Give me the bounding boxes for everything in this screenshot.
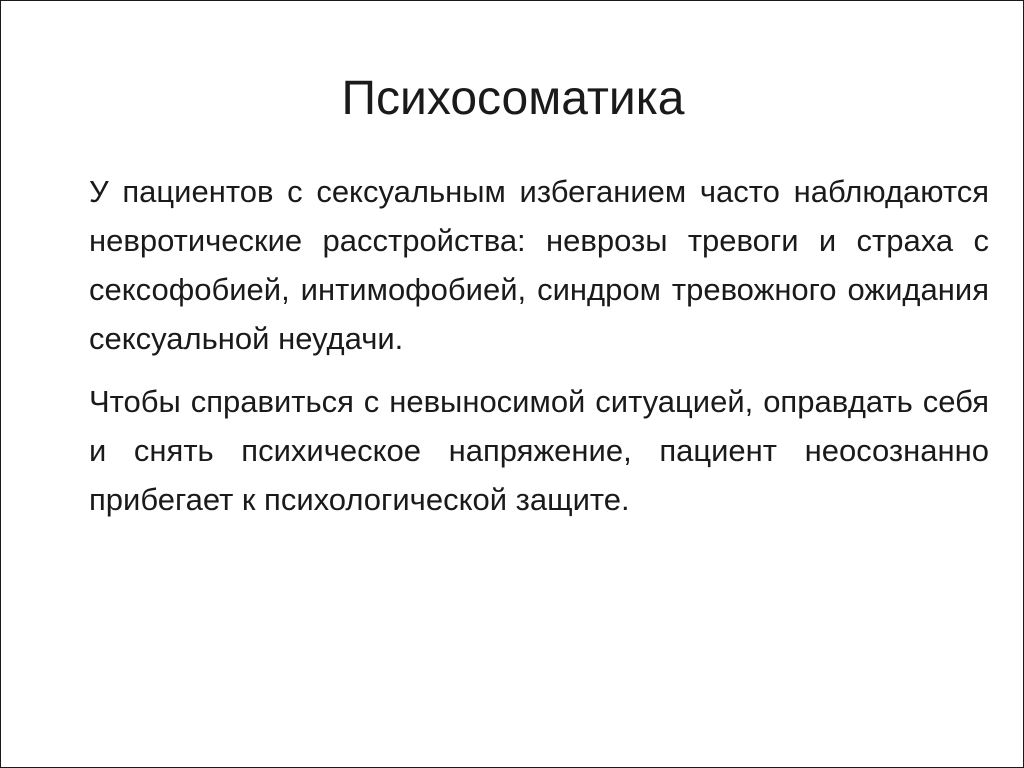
slide-title: Психосоматика bbox=[341, 72, 685, 125]
slide-body bbox=[89, 167, 989, 538]
paragraph-psychological-defense: Чтобы справиться с невыносимой ситуацией, оправдать себя и снять психическое напряжение, пациент неосознанно прибегает к психологической защите. bbox=[89, 384, 989, 517]
paragraph-sexual-avoidance: У пациентов с сексуальным избеганием часто наблюдаются невротические расстройства: неврозы тревоги и страха с сексофобией, интимофобией, синдром тревожного ожидания сексуальной неудачи. bbox=[89, 174, 989, 356]
